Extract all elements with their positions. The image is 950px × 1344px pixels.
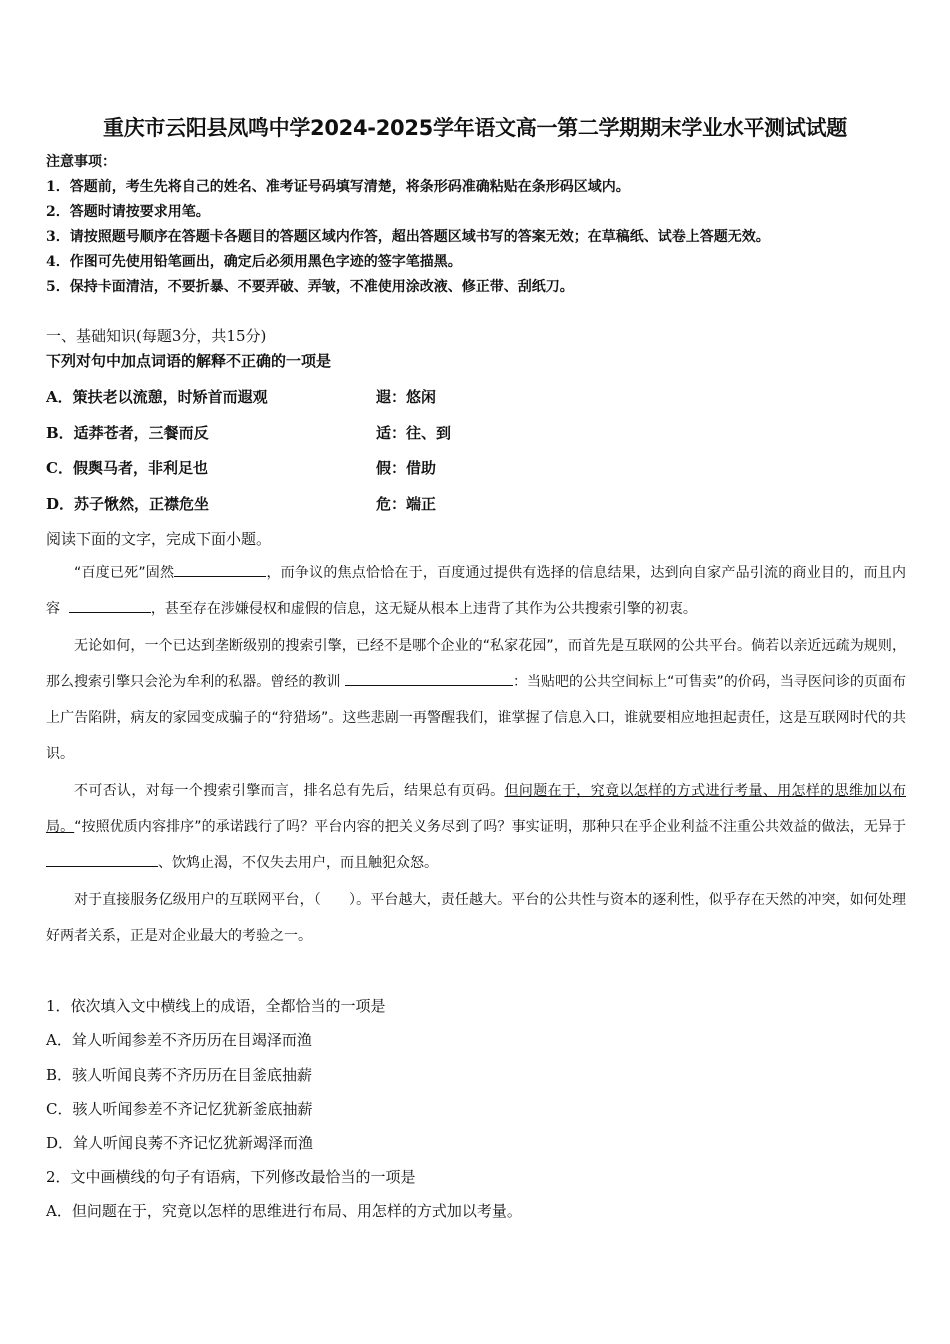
notes-item: 4．作图可先使用铅笔画出，确定后必须用黑色字迹的签字笔描黑。 [46,254,462,270]
notes-section [46,150,770,300]
paragraph-1: “百度已死”固然 ，而争议的焦点恰恰在于，百度通过提供有选择的信息结果，达到向自家产品引流的商业目的，而且内容 ，甚至存在涉嫌侵权和虚假的信息，这无疑从根本上违背了其作为公共搜索引擎的初衷。 [46,555,906,628]
fill-blank [345,671,513,686]
paragraph-3: 不可否认，对每一个搜索引擎而言，排名总有先后，结果总有页码。但问题在于，究竟以怎样的方式进行考量、用怎样的思维加以布局。“按照优质内容排序”的承诺践行了吗？平台内容的把关义务尽到了吗？事实证明，那种只在乎企业利益不注重公共效益的做法，无异于、饮鸩止渴，不仅失去用户，而且触犯众怒。 [46,782,907,872]
notes-item: 3．请按照题号顺序在答题卡各题目的答题区域内作答，超出答题区域书写的答案无效；在草稿纸、试卷上答题无效。 [46,229,770,245]
gloss-c: 假：借助 [376,459,437,477]
notes-item: 2．答题时请按要求用笔。 [46,204,210,220]
underlined-sentence: 但问题在于，究竟以怎样的方式进行考量、用怎样的思维加以布局。 [46,782,907,836]
question-1-option: D．耸人听闻良莠不齐记忆犹新竭泽而渔 [46,1134,314,1152]
paragraph-2: 无论如何，一个已达到垄断级别的搜索引擎，已经不是哪个企业的“私家花园”，而首先是互联网的公共平台。倘若以亲近远疏为规则，那么搜索引擎只会沦为牟利的私器。曾经的教训 ：当贴吧的公共空间标上“可售卖”的价码，当寻医问诊的页面布上广告陷阱，病友的家园变成骗子的“狩猎场”。这些悲剧一再警醒我们，谁掌握了信息入口，谁就要相应地担起责任，这是互联网时代的共识。 [46,637,907,763]
page-title: 重庆市云阳县凤鸣中学2024-2025学年语文高一第二学期期末学业水平测试试题 [103,116,847,140]
option-d: D．苏子愀然，正襟危坐 [46,495,210,513]
option-a: A．策扶老以流憩，时矫首而遐观 [46,388,268,406]
gloss-b: 适：往、到 [376,424,452,442]
notes-heading: 注意事项： [46,154,116,170]
fill-blank [174,562,266,577]
reading-passage [46,555,906,954]
question-1-stem: 1．依次填入文中横线上的成语，全都恰当的一项是 [46,997,386,1015]
question-1-option: A．耸人听闻参差不齐历历在目竭泽而渔 [46,1031,312,1049]
question-1-option: B．骇人听闻良莠不齐历历在目釜底抽薪 [46,1066,313,1084]
option-c: C．假舆马者，非利足也 [46,459,208,477]
reading-intro: 阅读下面的文字，完成下面小题。 [46,530,272,548]
paragraph-4: 对于直接服务亿级用户的互联网平台，（ ）。平台越大，责任越大。平台的公共性与资本的逐利性，似乎存在天然的冲突，如何处理好两者关系，正是对企业最大的考验之一。 [46,891,906,944]
question-1-option: C．骇人听闻参差不齐记忆犹新釜底抽薪 [46,1100,313,1118]
notes-item: 1．答题前，考生先将自己的姓名、准考证号码填写清楚，将条形码准确粘贴在条形码区域内。 [46,179,630,195]
notes-item: 5．保持卡面清洁，不要折暴、不要弄破、弄皱，不准使用涂改液、修正带、刮纸刀。 [46,279,574,295]
fill-blank [46,852,158,867]
gloss-a: 遐：悠闲 [376,388,437,406]
gloss-d: 危：端正 [376,495,437,513]
question-stem: 下列对句中加点词语的解释不正确的一项是 [46,352,332,370]
question-2-option: A．但问题在于，究竟以怎样的思维进行布局、用怎样的方式加以考量。 [46,1202,522,1220]
option-b: B．适莽苍者，三餐而反 [46,424,209,442]
question-2-stem: 2．文中画横线的句子有语病，下列修改最恰当的一项是 [46,1168,416,1186]
section-heading: 一、基础知识(每题3分，共15分) [46,327,267,345]
fill-blank [69,598,151,613]
